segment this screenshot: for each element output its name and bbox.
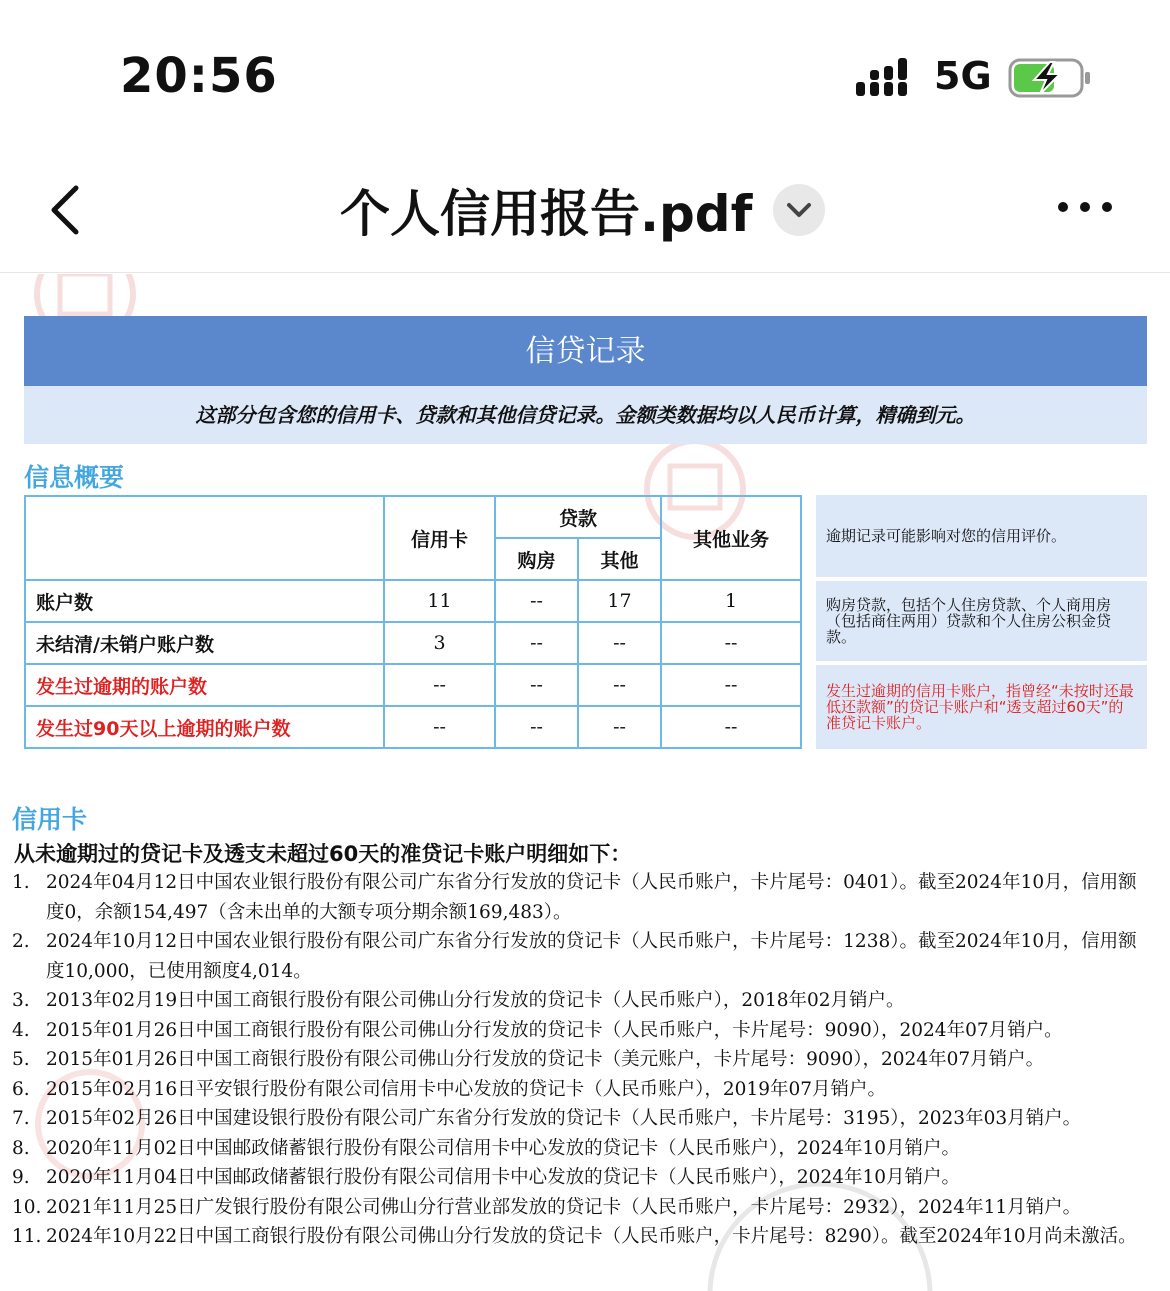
note-housing-loan: 购房贷款，包括个人住房贷款、个人商用房（包括商住两用）贷款和个人住房公积金贷款。 (816, 581, 1147, 661)
credit-card-subheading: 从未逾期过的贷记卡及透支未超过60天的准贷记卡账户明细如下： (14, 842, 632, 866)
battery-charging-icon (1008, 58, 1092, 98)
list-number: 2. (12, 931, 30, 952)
list-number: 6. (12, 1078, 30, 1100)
credit-card-heading: 信用卡 (12, 805, 88, 834)
table-cell: -- (495, 622, 578, 664)
table-cell: 1 (661, 580, 801, 622)
list-text: 2015年01月26日中国工商银行股份有限公司佛山分行发放的贷记卡（人民币账户，卡片尾号：9090），2024年07月销户。 (46, 1019, 1063, 1041)
list-text: 2015年02月26日中国建设银行股份有限公司广东省分行发放的贷记卡（人民币账户，卡片尾号：3195），2023年03月销户。 (46, 1108, 1082, 1129)
credit-card-list (12, 868, 1152, 1252)
list-item (12, 1045, 1152, 1075)
document-title: 个人信用报告.pdf (340, 185, 753, 243)
table-cell: -- (384, 706, 495, 748)
list-item (12, 1163, 1152, 1193)
network-label: 5G (934, 54, 992, 98)
list-item (12, 1222, 1152, 1252)
list-text: 2020年11月02日中国邮政储蓄银行股份有限公司信用卡中心发放的贷记卡（人民币账户），2024年10月销户。 (46, 1137, 961, 1159)
list-number: 9. (12, 1167, 30, 1188)
list-text: 2020年11月04日中国邮政储蓄银行股份有限公司信用卡中心发放的贷记卡（人民币账户），2024年10月销户。 (46, 1167, 961, 1188)
overview-heading: 信息概要 (24, 463, 125, 492)
list-number: 11. (12, 1226, 42, 1247)
header-loan: 贷款 (495, 496, 661, 538)
list-text: 2021年11月25日广发银行股份有限公司佛山分行营业部发放的贷记卡（人民币账户，卡片尾号：2932），2024年11月销户。 (46, 1196, 1082, 1218)
list-item (12, 1016, 1152, 1046)
list-number: 10. (12, 1196, 42, 1218)
list-number: 5. (12, 1049, 30, 1070)
table-cell: -- (495, 706, 578, 748)
list-item (12, 986, 1152, 1016)
table-cell: -- (495, 580, 578, 622)
table-cell: 11 (384, 580, 495, 622)
more-icon[interactable] (1052, 184, 1118, 230)
table-cell: -- (661, 664, 801, 706)
list-number: 3. (12, 990, 30, 1011)
signal-icon (856, 58, 916, 98)
list-number: 1. (12, 872, 30, 893)
status-bar (0, 0, 1170, 150)
table-cell: -- (578, 706, 661, 748)
row-label: 发生过90天以上逾期的账户数 (25, 706, 384, 748)
list-item (12, 1193, 1152, 1223)
overview-notes (816, 495, 1147, 753)
list-text: 2015年01月26日中国工商银行股份有限公司佛山分行发放的贷记卡（美元账户，卡片尾号：9090），2024年07月销户。 (46, 1049, 1045, 1070)
list-number: 8. (12, 1137, 30, 1159)
section-note: 这部分包含您的信用卡、贷款和其他信贷记录。金额类数据均以人民币计算，精确到元。 (24, 386, 1147, 444)
chevron-down-icon (773, 184, 825, 236)
list-text: 2013年02月19日中国工商银行股份有限公司佛山分行发放的贷记卡（人民币账户），2018年02月销户。 (46, 990, 905, 1011)
header-other: 其他 (578, 538, 661, 580)
table-cell: -- (384, 664, 495, 706)
table-cell: -- (495, 664, 578, 706)
table-cell: 3 (384, 622, 495, 664)
header-credit-card: 信用卡 (384, 496, 495, 580)
header-housing: 购房 (495, 538, 578, 580)
section-title: 信贷记录 (24, 316, 1147, 386)
table-row (25, 664, 801, 706)
status-time: 20:56 (120, 48, 278, 104)
list-text: 2024年10月12日中国农业银行股份有限公司广东省分行发放的贷记卡（人民币账户，卡片尾号：1238）。截至2024年10月，信用额度10,000，已使用额度4,014。 (46, 931, 1137, 982)
list-item (12, 1134, 1152, 1164)
table-corner (25, 496, 384, 580)
list-number: 4. (12, 1019, 30, 1041)
list-text: 2015年02月16日平安银行股份有限公司信用卡中心发放的贷记卡（人民币账户），2019年07月销户。 (46, 1078, 887, 1100)
table-cell: -- (578, 664, 661, 706)
list-text: 2024年04月12日中国农业银行股份有限公司广东省分行发放的贷记卡（人民币账户，卡片尾号：0401）。截至2024年10月，信用额度0，余额154,497（含未出单的大额专项分期余额169,483）。 (46, 872, 1137, 923)
row-label: 未结清/未销户账户数 (25, 622, 384, 664)
note-overdue-definition: 发生过逾期的信用卡账户，指曾经“未按时还最低还款额”的贷记卡账户和“透支超过60天”的准贷记卡账户。 (816, 665, 1147, 749)
list-item (12, 927, 1152, 986)
list-item (12, 1075, 1152, 1105)
table-cell: -- (661, 706, 801, 748)
table-cell: 17 (578, 580, 661, 622)
back-chevron-icon[interactable] (42, 182, 92, 238)
list-number: 7. (12, 1108, 30, 1129)
overview-table (24, 495, 802, 749)
table-row (25, 706, 801, 748)
title-dropdown-button[interactable] (773, 184, 825, 236)
list-text: 2024年10月22日中国工商银行股份有限公司佛山分行发放的贷记卡（人民币账户，卡片尾号：8290）。截至2024年10月尚未激活。 (46, 1226, 1137, 1247)
table-cell: -- (661, 622, 801, 664)
nav-bar (0, 160, 1170, 273)
table-row (25, 622, 801, 664)
list-item (12, 868, 1152, 927)
list-item (12, 1104, 1152, 1134)
header-other-business: 其他业务 (661, 496, 801, 580)
table-row (25, 580, 801, 622)
row-label: 账户数 (25, 580, 384, 622)
row-label: 发生过逾期的账户数 (25, 664, 384, 706)
table-cell: -- (578, 622, 661, 664)
note-overdue: 逾期记录可能影响对您的信用评价。 (816, 495, 1147, 577)
pdf-page[interactable] (0, 274, 1170, 1291)
